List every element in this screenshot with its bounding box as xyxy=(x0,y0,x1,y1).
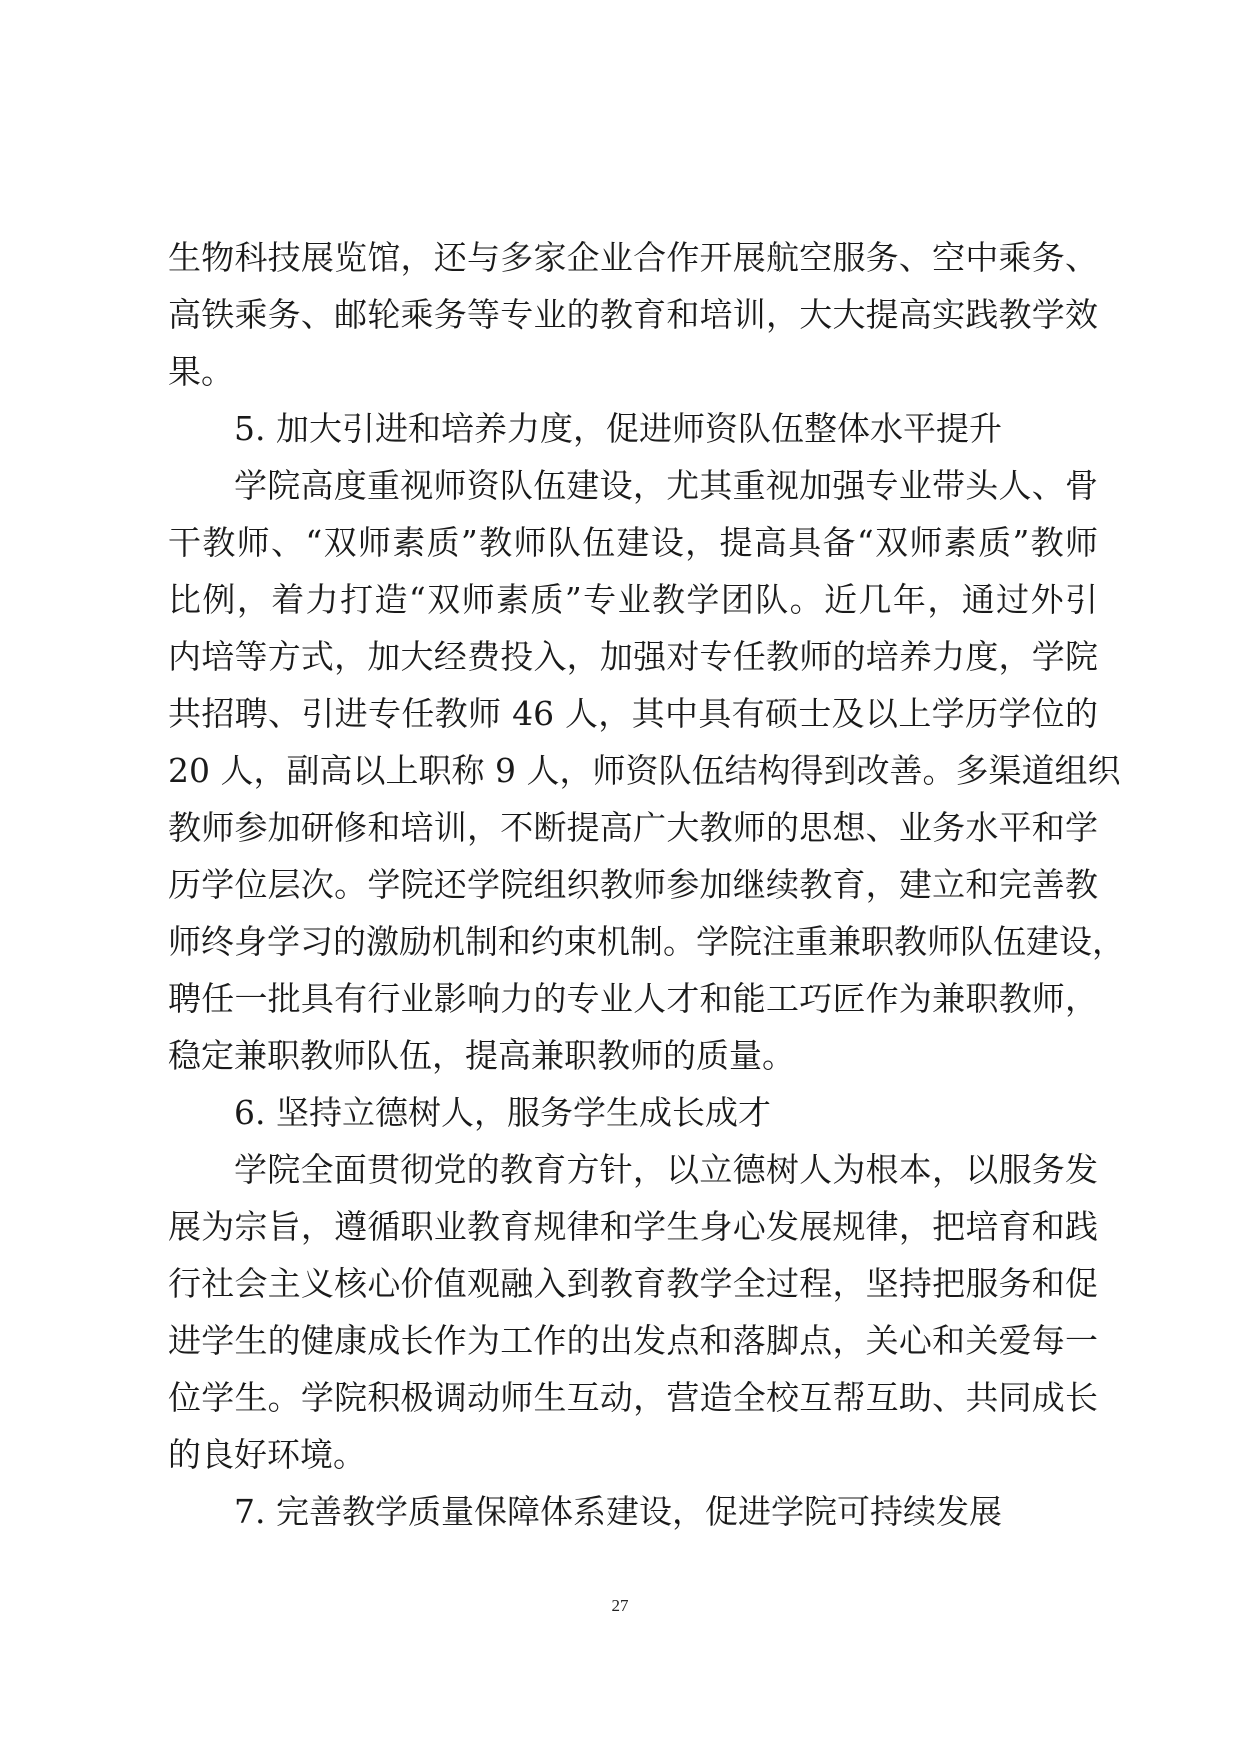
paragraph-line: 的良好环境。 xyxy=(168,1435,366,1474)
section-heading-5: 5. 加大引进和培养力度，促进师资队伍整体水平提升 xyxy=(234,409,1002,448)
paragraph-line: 行社会主义核心价值观融入到教育教学全过程，坚持把服务和促 xyxy=(168,1264,1098,1303)
paragraph-line: 比例，着力打造“双师素质”专业教学团队。近几年，通过外引 xyxy=(168,580,1098,619)
paragraph-line: 果。 xyxy=(168,352,234,391)
body-text xyxy=(168,229,1125,1540)
paragraph-line: 稳定兼职教师队伍，提高兼职教师的质量。 xyxy=(168,1036,795,1075)
paragraph-line: 共招聘、引进专任教师 46 人，其中具有硕士及以上学历学位的 xyxy=(168,694,1098,733)
paragraph-line: 20 人，副高以上职称 9 人，师资队伍结构得到改善。多渠道组织 xyxy=(168,751,1121,790)
paragraph-line: 展为宗旨，遵循职业教育规律和学生身心发展规律，把培育和践 xyxy=(168,1207,1098,1246)
paragraph-line: 位学生。学院积极调动师生互动，营造全校互帮互助、共同成长 xyxy=(168,1378,1098,1417)
section-heading-6: 6. 坚持立德树人，服务学生成长成才 xyxy=(234,1093,771,1132)
paragraph-line: 学院全面贯彻党的教育方针，以立德树人为根本，以服务发 xyxy=(234,1150,1098,1189)
paragraph-line: 历学位层次。学院还学院组织教师参加继续教育，建立和完善教 xyxy=(168,865,1098,904)
paragraph-line: 干教师、“双师素质”教师队伍建设，提高具备“双师素质”教师 xyxy=(168,523,1098,562)
paragraph-line: 高铁乘务、邮轮乘务等专业的教育和培训，大大提高实践教学效 xyxy=(168,295,1098,334)
section-heading-7: 7. 完善教学质量保障体系建设，促进学院可持续发展 xyxy=(234,1492,1002,1531)
paragraph-line: 学院高度重视师资队伍建设，尤其重视加强专业带头人、骨 xyxy=(234,466,1098,505)
paragraph-line: 进学生的健康成长作为工作的出发点和落脚点，关心和关爱每一 xyxy=(168,1321,1098,1360)
page-number: 27 xyxy=(611,1596,629,1615)
paragraph-line: 师终身学习的激励机制和约束机制。学院注重兼职教师队伍建设， xyxy=(168,922,1125,961)
paragraph-line: 内培等方式，加大经费投入，加强对专任教师的培养力度，学院 xyxy=(168,637,1098,676)
paragraph-line: 生物科技展览馆，还与多家企业合作开展航空服务、空中乘务、 xyxy=(168,238,1098,277)
paragraph-line: 聘任一批具有行业影响力的专业人才和能工巧匠作为兼职教师， xyxy=(168,979,1098,1018)
paragraph-line: 教师参加研修和培训，不断提高广大教师的思想、业务水平和学 xyxy=(168,808,1098,847)
